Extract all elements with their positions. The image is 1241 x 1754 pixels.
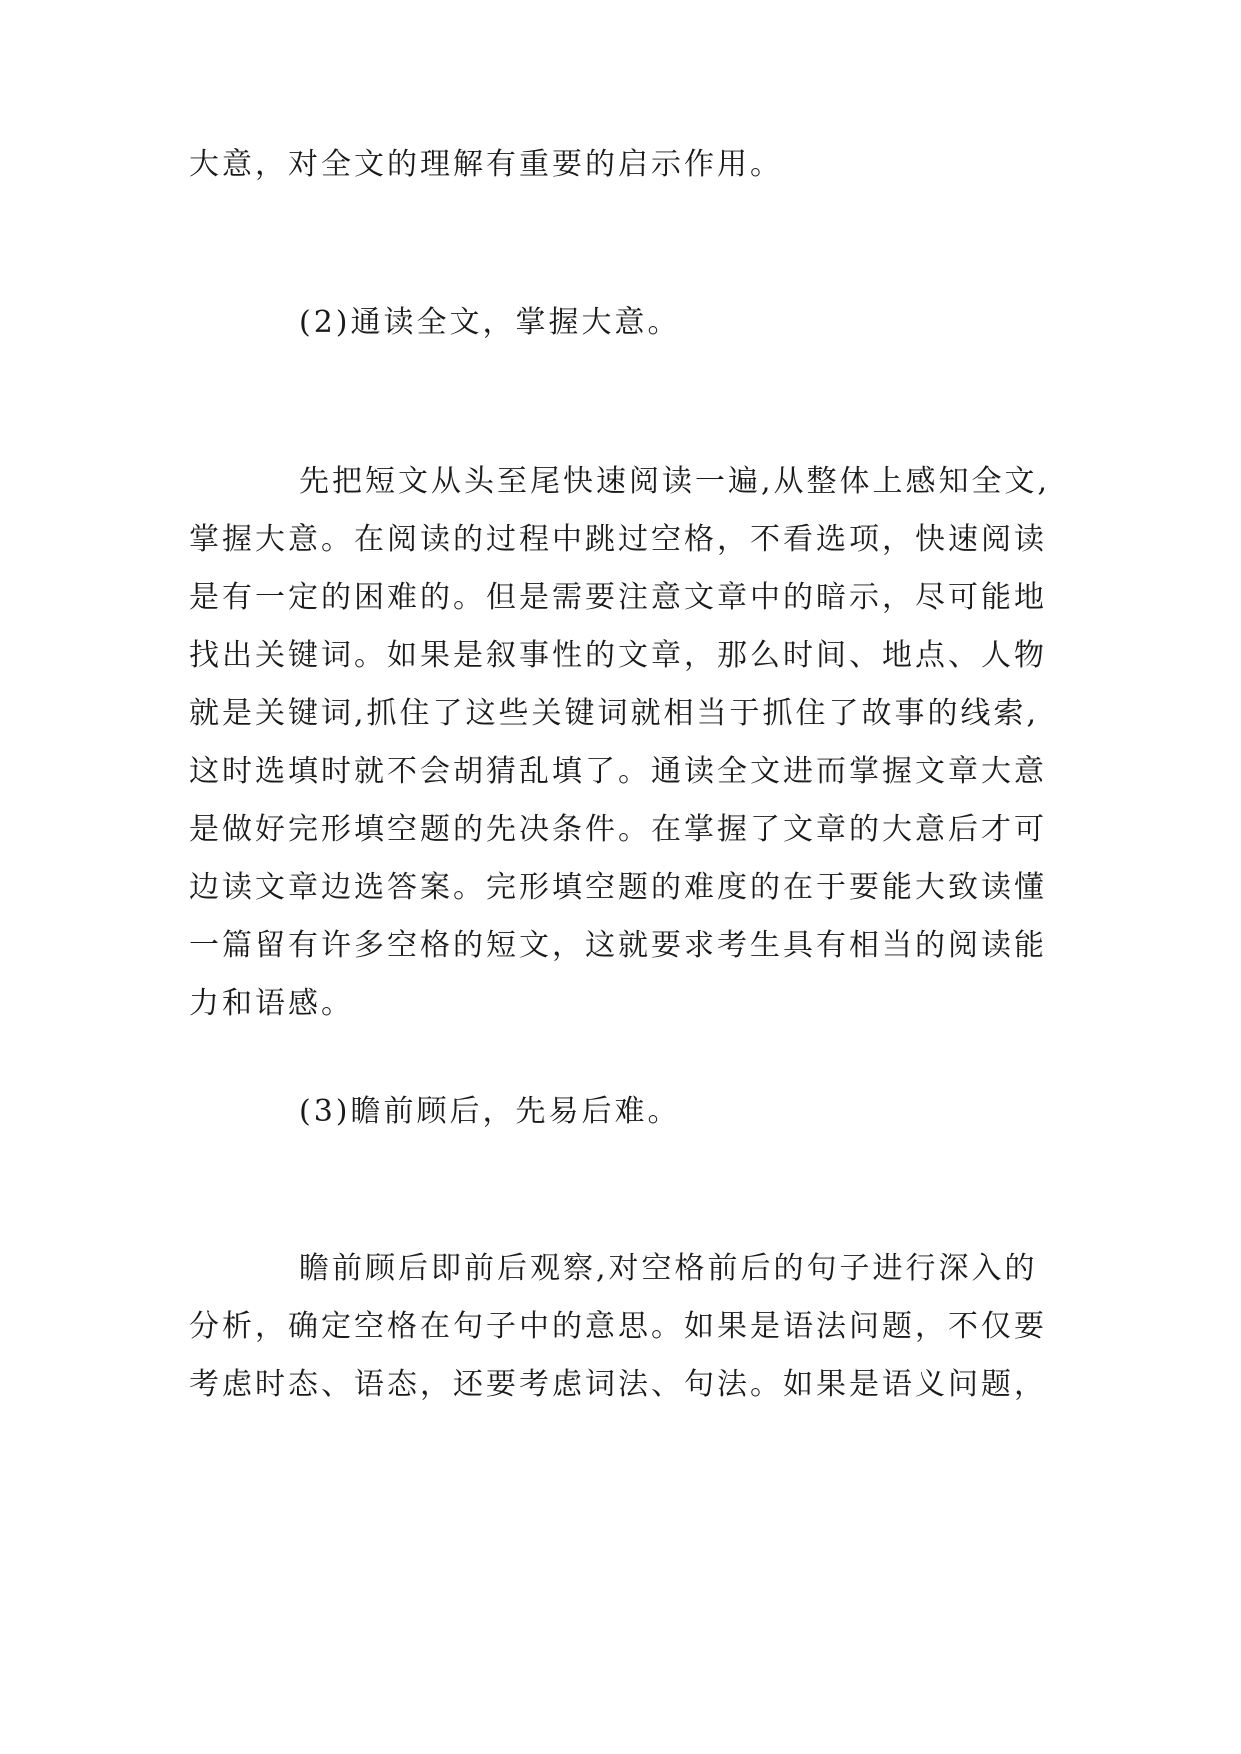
text-line: 边读文章边选答案。完形填空题的难度的在于要能大致读懂 — [189, 870, 1047, 905]
section-heading-2: (2)通读全文，掌握大意。 — [299, 305, 681, 340]
text-line: 大意，对全文的理解有重要的启示作用。 — [189, 147, 783, 182]
section-heading-3: (3)瞻前顾后，先易后难。 — [299, 1094, 681, 1129]
paragraph-continuation — [189, 136, 1069, 194]
text-line: 是有一定的困难的。但是需要注意文章中的暗示，尽可能地 — [189, 580, 1047, 615]
paragraph-look-around — [189, 1240, 1069, 1414]
paragraph-skim-full-text — [189, 453, 1069, 1033]
text-line: 是做好完形填空题的先决条件。在掌握了文章的大意后才可 — [189, 812, 1047, 847]
text-line: 找出关键词。如果是叙事性的文章，那么时间、地点、人物 — [189, 638, 1047, 673]
text-line: 掌握大意。在阅读的过程中跳过空格，不看选项，快速阅读 — [189, 522, 1047, 557]
text-line: 瞻前顾后即前后观察,对空格前后的句子进行深入的 — [299, 1251, 1038, 1286]
text-line: 就是关键词,抓住了这些关键词就相当于抓住了故事的线索, — [189, 696, 1040, 731]
text-line: 先把短文从头至尾快速阅读一遍,从整体上感知全文, — [299, 464, 1051, 499]
text-line: 考虑时态、语态，还要考虑词法、句法。如果是语义问题， — [189, 1367, 1047, 1402]
text-line: 这时选填时就不会胡猜乱填了。通读全文进而掌握文章大意 — [189, 754, 1047, 789]
text-line: 一篇留有许多空格的短文，这就要求考生具有相当的阅读能 — [189, 928, 1047, 963]
text-line: 力和语感。 — [189, 986, 354, 1021]
text-line: 分析，确定空格在句子中的意思。如果是语法问题，不仅要 — [189, 1309, 1047, 1344]
